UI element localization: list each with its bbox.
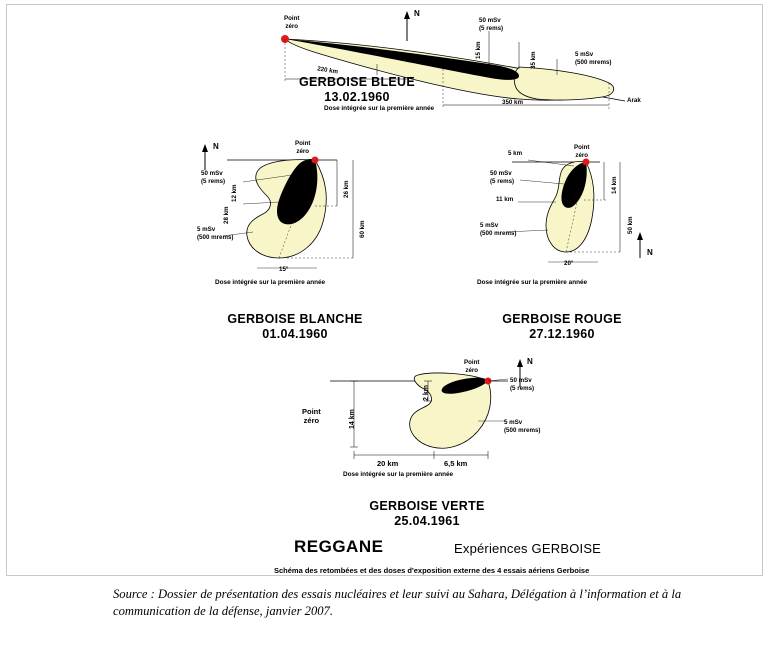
dose-50msv-label: 50 mSv (5 rems) xyxy=(479,17,504,32)
angle-20deg-label: 20° xyxy=(564,260,574,267)
gerboise-blanche-diagram xyxy=(187,140,417,290)
place-arak-label: Arak xyxy=(627,97,641,104)
campaign-name: Expériences GERBOISE xyxy=(454,541,602,556)
panel-title-rouge: GERBOISE ROUGE xyxy=(502,312,622,326)
point-zero-label-left: Point zéro xyxy=(302,407,321,426)
site-name: REGGANE xyxy=(294,537,384,556)
distance-12km-label: 12 km xyxy=(231,184,238,202)
distance-26km-label: 26 km xyxy=(343,180,350,198)
north-arrow-label: N xyxy=(527,357,533,366)
distance-2km-label: 2 km xyxy=(423,385,430,401)
dose-5msv-label: 5 mSv (500 mrems) xyxy=(480,222,517,237)
distance-14km-label: 14 km xyxy=(349,409,356,429)
distance-15km-label: 15 km xyxy=(475,41,482,59)
point-zero-label: Point zéro xyxy=(295,140,311,155)
dose-note-bleue: Dose intégrée sur la première année xyxy=(324,105,435,112)
distance-350km-label: 350 km xyxy=(502,99,523,106)
dose-note-rouge: Dose intégrée sur la première année xyxy=(477,279,588,286)
panel-title-verte: GERBOISE VERTE xyxy=(369,499,485,513)
distance-220km-label: 220 km xyxy=(316,65,339,76)
dose-note-blanche: Dose intégrée sur la première année xyxy=(215,279,326,286)
panel-date-verte: 25.04.1961 xyxy=(394,514,460,528)
distance-20km-label: 20 km xyxy=(377,459,399,468)
north-arrow-label: N xyxy=(414,9,420,18)
dose-50msv-label: 50 mSv (5 rems) xyxy=(201,170,226,185)
distance-65km-label: 6,5 km xyxy=(444,459,468,468)
panel-title-blanche: GERBOISE BLANCHE xyxy=(227,312,363,326)
gerboise-verte-diagram xyxy=(282,355,552,475)
panel-gerboise-blanche xyxy=(187,140,417,290)
point-zero-label: Point zéro xyxy=(574,144,590,159)
panel-date-bleue: 13.02.1960 xyxy=(324,90,390,104)
dose-5msv-label: 5 mSv (500 mrems) xyxy=(575,51,612,66)
north-arrow-label: N xyxy=(213,142,219,151)
north-arrow-icon xyxy=(404,11,410,41)
distance-11km-label: 11 km xyxy=(496,196,514,203)
distance-50km-label: 50 km xyxy=(627,216,634,234)
panel-title-bleue: GERBOISE BLEUE xyxy=(298,75,416,89)
north-arrow-icon xyxy=(637,232,643,258)
dose-50msv-label: 50 mSv (5 rems) xyxy=(510,377,535,392)
dose-50msv-label: 50 mSv (5 rems) xyxy=(490,170,515,185)
dose-note-verte: Dose intégrée sur la première année xyxy=(343,471,454,478)
distance-35km-label: 35 km xyxy=(530,51,537,69)
point-zero-label-top: Point zéro xyxy=(464,359,480,374)
panel-gerboise-rouge xyxy=(472,140,672,290)
panel-date-rouge: 27.12.1960 xyxy=(529,327,595,341)
distance-14km-label: 14 km xyxy=(611,176,618,194)
angle-15deg-label: 15° xyxy=(279,266,289,273)
schema-note: Schéma des retombées et des doses d'exposition externe des 4 essais aériens Gerboise xyxy=(274,566,590,575)
dose-5msv-label: 5 mSv (500 mrems) xyxy=(197,226,234,241)
north-arrow-label: N xyxy=(647,248,653,257)
panel-date-blanche: 01.04.1960 xyxy=(262,327,328,341)
panel-gerboise-verte xyxy=(282,355,552,475)
distance-60km-label: 60 km xyxy=(359,220,366,238)
dose-5msv-label: 5 mSv (500 mrems) xyxy=(504,419,541,434)
north-arrow-icon xyxy=(202,144,208,170)
point-zero-label: Point zéro xyxy=(284,15,300,30)
distance-28km-label: 28 km xyxy=(223,206,230,224)
dose-5km-label: 5 km xyxy=(508,150,523,157)
figure-frame xyxy=(6,4,763,576)
source-citation: Source : Dossier de présentation des essais nucléaires et leur suivi au Sahara, Délégation à l’information et à la communication de la défense, janvier 2007. xyxy=(113,587,682,618)
